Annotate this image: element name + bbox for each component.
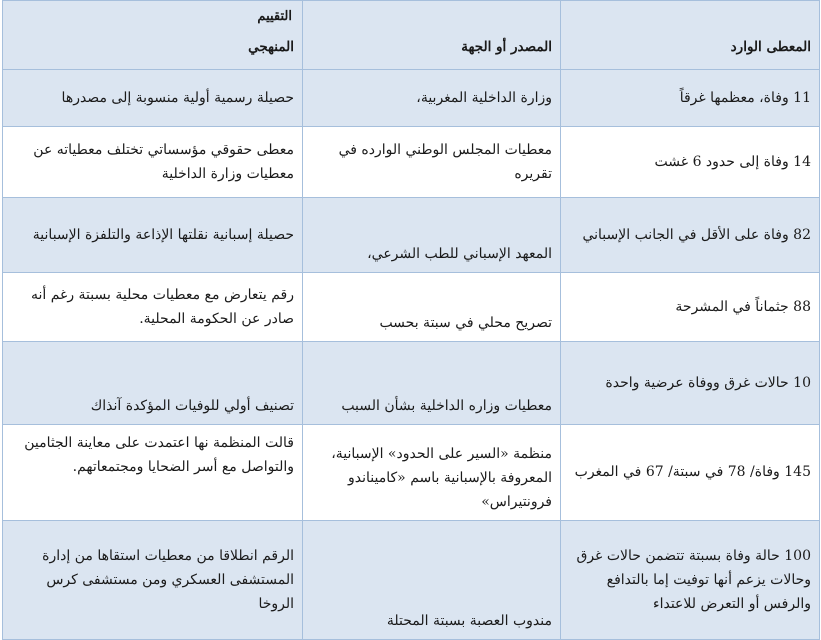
header-evaluation: [3, 1, 303, 70]
table-header-row: [3, 1, 820, 70]
row-6-evaluation: قالت المنظمة نها اعتمدت على معاينة الجثامين والتواصل مع أسر الضحايا ومجتمعاتهم.: [3, 424, 303, 520]
table-row: [3, 520, 820, 639]
table-row: [3, 273, 820, 342]
row-7-evaluation: الرقم انطلاقا من معطيات استقاها من إدارة المستشفى العسكري ومن مستشفى كرس الروخا: [3, 520, 303, 639]
data-evaluation-table: [2, 0, 820, 640]
row-3-data: 82 وفاة على الأقل في الجانب الإسباني: [561, 198, 820, 273]
row-3-source: المعهد الإسباني للطب الشرعي،: [303, 198, 561, 273]
row-4-source: تصريح محلي في سبتة بحسب: [303, 273, 561, 342]
row-5-source: معطيات وزاره الداخلية بشأن السبب: [303, 342, 561, 424]
row-3-evaluation: حصيلة إسبانية نقلتها الإذاعة والتلفزة الإسبانية: [3, 198, 303, 273]
row-2-data: 14 وفاة إلى حدود 6 غشت: [561, 127, 820, 198]
header-data: المعطى الوارد: [561, 1, 820, 70]
row-7-data: 100 حالة وفاة بسبتة تتضمن حالات غرق وحالات يزعم أنها توفيت إما بالتدافع والرفس أو التعرض للاعتداء: [561, 520, 820, 639]
row-2-source: معطيات المجلس الوطني الوارده في تقريره: [303, 127, 561, 198]
row-5-evaluation: تصنيف أولي للوفيات المؤكدة آنذاك: [3, 342, 303, 424]
header-evaluation-line1: التقييم: [257, 9, 292, 24]
table-row: [3, 342, 820, 424]
row-2-evaluation: معطى حقوقي مؤسساتي تختلف معطياته عن معطيات وزارة الداخلية: [3, 127, 303, 198]
row-1-data: 11 وفاة، معظمها غرقاً: [561, 70, 820, 127]
table-row: [3, 70, 820, 127]
header-source: المصدر أو الجهة: [303, 1, 561, 70]
row-1-evaluation: حصيلة رسمية أولية منسوبة إلى مصدرها: [3, 70, 303, 127]
row-1-source: وزارة الداخلية المغربية،: [303, 70, 561, 127]
table-row: [3, 198, 820, 273]
row-6-data: 145 وفاة/ 78 في سبتة/ 67 في المغرب: [561, 424, 820, 520]
header-evaluation-line2: المنهجي: [248, 39, 294, 56]
row-4-evaluation: رقم يتعارض مع معطيات محلية بسبتة رغم أنه صادر عن الحكومة المحلية.: [3, 273, 303, 342]
row-5-data: 10 حالات غرق ووفاة عرضية واحدة: [561, 342, 820, 424]
table-row: [3, 127, 820, 198]
row-4-data: 88 جثماناً في المشرحة: [561, 273, 820, 342]
row-6-source: منظمة «السير على الحدود» الإسبانية، المعروفة بالإسبانية باسم «كاميناندو فرونتيراس»: [303, 424, 561, 520]
row-7-source: مندوب العصبة بسبتة المحتلة: [303, 520, 561, 639]
table-row: [3, 424, 820, 520]
